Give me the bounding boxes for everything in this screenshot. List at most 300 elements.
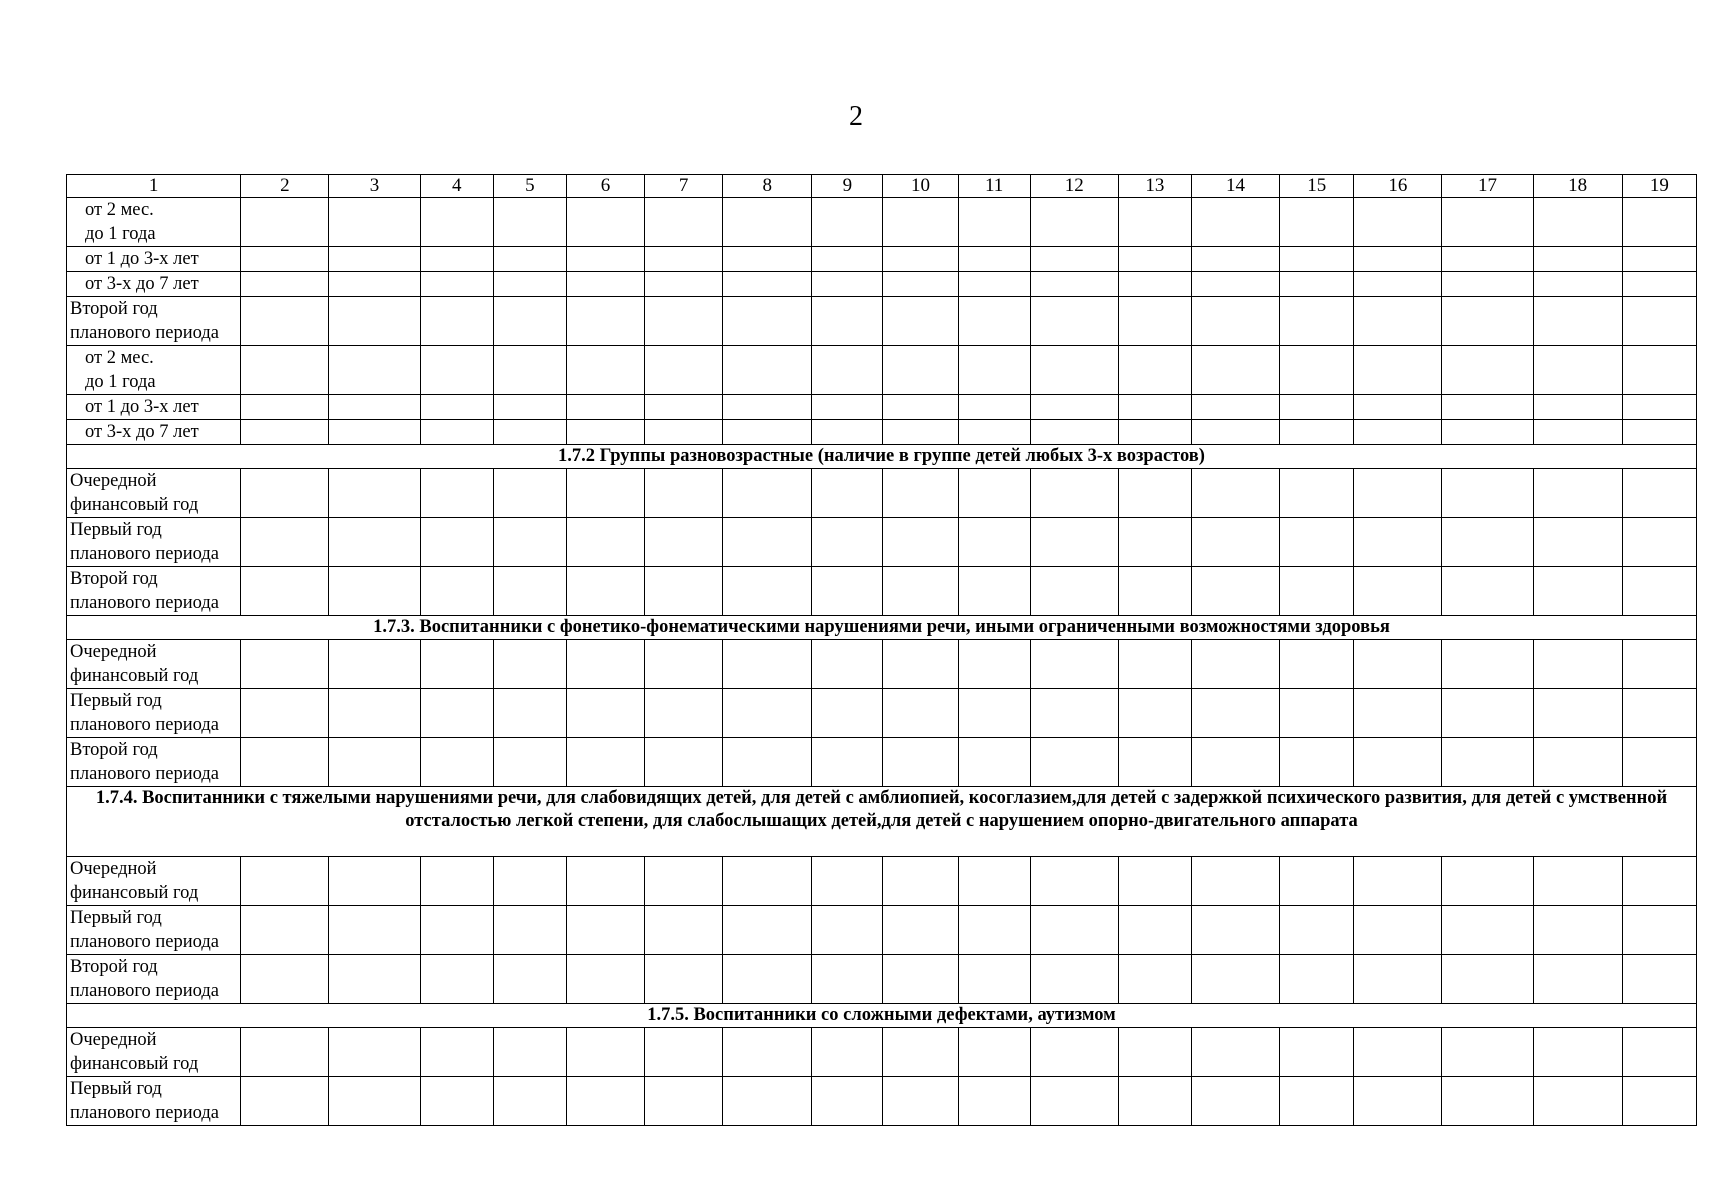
empty-cell [329,297,420,346]
empty-cell [566,857,644,906]
empty-cell [958,955,1030,1004]
empty-cell [1354,297,1442,346]
empty-cell [883,297,958,346]
empty-cell [420,395,493,420]
empty-cell [958,297,1030,346]
empty-cell [812,857,883,906]
empty-cell [1030,272,1118,297]
empty-cell [1354,518,1442,567]
empty-cell [812,689,883,738]
column-header: 3 [329,175,420,198]
row-label: от 3-х до 7 лет [67,420,241,445]
empty-cell [1622,297,1696,346]
empty-cell [1533,955,1622,1004]
empty-cell [566,272,644,297]
empty-cell [241,420,329,445]
empty-cell [1191,198,1279,247]
empty-cell [1533,198,1622,247]
empty-cell [1354,272,1442,297]
empty-cell [1442,346,1533,395]
empty-cell [241,198,329,247]
empty-cell [241,297,329,346]
empty-cell [420,1028,493,1077]
empty-cell [883,955,958,1004]
empty-cell [1533,469,1622,518]
empty-cell [883,906,958,955]
empty-cell [1622,346,1696,395]
empty-cell [1533,906,1622,955]
empty-cell [1442,247,1533,272]
empty-cell [1030,857,1118,906]
empty-cell [883,689,958,738]
row-label: Очередной финансовый год [67,1028,241,1077]
empty-cell [329,640,420,689]
empty-cell [1442,518,1533,567]
empty-cell [1118,1077,1191,1126]
empty-cell [883,272,958,297]
empty-cell [566,640,644,689]
empty-cell [1191,955,1279,1004]
empty-cell [645,247,723,272]
empty-cell [420,247,493,272]
empty-cell [329,1077,420,1126]
empty-cell [1191,518,1279,567]
empty-cell [958,738,1030,787]
empty-cell [241,689,329,738]
empty-cell [1442,198,1533,247]
empty-cell [645,198,723,247]
empty-cell [420,738,493,787]
empty-cell [723,420,812,445]
empty-cell [1622,689,1696,738]
column-header: 17 [1442,175,1533,198]
empty-cell [493,395,566,420]
row-label: от 3-х до 7 лет [67,272,241,297]
empty-cell [1354,689,1442,738]
empty-cell [812,738,883,787]
empty-cell [1030,297,1118,346]
section-heading [67,787,1697,857]
empty-cell [883,857,958,906]
empty-cell [958,906,1030,955]
empty-cell [241,857,329,906]
empty-cell [812,640,883,689]
empty-cell [493,738,566,787]
empty-cell [1354,469,1442,518]
empty-cell [645,297,723,346]
empty-cell [1354,640,1442,689]
empty-cell [1442,738,1533,787]
empty-cell [723,395,812,420]
empty-cell [1191,346,1279,395]
empty-cell [812,955,883,1004]
empty-cell [566,567,644,616]
empty-cell [1533,857,1622,906]
empty-cell [723,906,812,955]
empty-cell [241,567,329,616]
empty-cell [493,1077,566,1126]
table-row [67,1077,1697,1126]
empty-cell [883,198,958,247]
empty-cell [329,420,420,445]
empty-cell [1354,346,1442,395]
empty-cell [1030,518,1118,567]
empty-cell [812,1028,883,1077]
empty-cell [723,955,812,1004]
empty-cell [812,1077,883,1126]
empty-cell [1280,906,1354,955]
table-row [67,1028,1697,1077]
empty-cell [883,247,958,272]
empty-cell [1280,857,1354,906]
empty-cell [645,420,723,445]
column-header: 4 [420,175,493,198]
empty-cell [1118,906,1191,955]
table-row [67,395,1697,420]
empty-cell [1191,906,1279,955]
empty-cell [1118,420,1191,445]
empty-cell [1622,567,1696,616]
empty-cell [1191,297,1279,346]
empty-cell [1354,198,1442,247]
empty-cell [329,1028,420,1077]
empty-cell [958,1077,1030,1126]
empty-cell [723,567,812,616]
empty-cell [645,469,723,518]
column-numbers-row [67,175,1697,198]
row-label: от 2 мес. до 1 года [67,346,241,395]
empty-cell [329,857,420,906]
empty-cell [493,346,566,395]
empty-cell [1622,955,1696,1004]
empty-cell [1442,395,1533,420]
empty-cell [1442,420,1533,445]
empty-cell [812,518,883,567]
empty-cell [1030,395,1118,420]
empty-cell [241,469,329,518]
column-header: 10 [883,175,958,198]
empty-cell [241,640,329,689]
empty-cell [493,469,566,518]
empty-cell [241,395,329,420]
empty-cell [1354,1028,1442,1077]
empty-cell [241,1077,329,1126]
empty-cell [812,272,883,297]
empty-cell [1280,518,1354,567]
empty-cell [812,420,883,445]
empty-cell [1533,689,1622,738]
empty-cell [883,567,958,616]
empty-cell [723,297,812,346]
empty-cell [958,198,1030,247]
column-header: 7 [645,175,723,198]
empty-cell [566,247,644,272]
empty-cell [1622,738,1696,787]
section-title: 1.7.3. Воспитанники с фонетико-фонематическими нарушениями речи, иными ограниченными возможностями здоровья [67,616,1697,640]
empty-cell [883,1077,958,1126]
table-row [67,297,1697,346]
empty-cell [420,297,493,346]
empty-cell [1030,420,1118,445]
empty-cell [420,198,493,247]
empty-cell [1191,469,1279,518]
empty-cell [329,198,420,247]
empty-cell [1442,955,1533,1004]
empty-cell [958,272,1030,297]
empty-cell [723,272,812,297]
empty-cell [645,1028,723,1077]
row-label: Первый год планового периода [67,689,241,738]
empty-cell [1191,1077,1279,1126]
empty-cell [241,272,329,297]
empty-cell [493,567,566,616]
column-header: 2 [241,175,329,198]
empty-cell [420,518,493,567]
empty-cell [329,518,420,567]
empty-cell [723,640,812,689]
empty-cell [645,738,723,787]
row-label: Очередной финансовый год [67,857,241,906]
column-header: 19 [1622,175,1696,198]
empty-cell [1533,518,1622,567]
empty-cell [723,346,812,395]
empty-cell [723,198,812,247]
section-title: 1.7.5. Воспитанники со сложными дефектами, аутизмом [67,1004,1697,1028]
page-number: 2 [849,101,863,132]
data-table [66,174,1697,1126]
empty-cell [812,198,883,247]
table-row [67,272,1697,297]
column-header: 15 [1280,175,1354,198]
empty-cell [493,640,566,689]
empty-cell [329,247,420,272]
empty-cell [1030,689,1118,738]
empty-cell [329,906,420,955]
empty-cell [645,518,723,567]
empty-cell [1280,1028,1354,1077]
section-title: 1.7.2 Группы разновозрастные (наличие в группе детей любых 3-х возрастов) [67,445,1697,469]
empty-cell [420,955,493,1004]
empty-cell [883,395,958,420]
column-header: 6 [566,175,644,198]
empty-cell [645,346,723,395]
empty-cell [1280,1077,1354,1126]
empty-cell [812,346,883,395]
empty-cell [493,1028,566,1077]
empty-cell [1191,420,1279,445]
table-row [67,857,1697,906]
table-row [67,689,1697,738]
section-heading [67,616,1697,640]
empty-cell [420,689,493,738]
table-row [67,420,1697,445]
row-label: Второй год планового периода [67,297,241,346]
empty-cell [1280,955,1354,1004]
empty-cell [645,906,723,955]
empty-cell [958,346,1030,395]
empty-cell [1442,689,1533,738]
empty-cell [1354,955,1442,1004]
empty-cell [241,955,329,1004]
empty-cell [1280,738,1354,787]
empty-cell [1118,518,1191,567]
empty-cell [1354,247,1442,272]
empty-cell [1354,1077,1442,1126]
empty-cell [1118,955,1191,1004]
table-row [67,198,1697,247]
empty-cell [241,1028,329,1077]
empty-cell [1118,272,1191,297]
empty-cell [566,346,644,395]
column-header: 18 [1533,175,1622,198]
section-heading [67,445,1697,469]
empty-cell [1118,689,1191,738]
empty-cell [1030,567,1118,616]
empty-cell [1118,395,1191,420]
empty-cell [645,640,723,689]
row-label: от 1 до 3-х лет [67,247,241,272]
column-header: 11 [958,175,1030,198]
empty-cell [493,198,566,247]
empty-cell [420,1077,493,1126]
empty-cell [723,1077,812,1126]
empty-cell [1354,567,1442,616]
empty-cell [958,689,1030,738]
empty-cell [1191,247,1279,272]
row-label: Второй год планового периода [67,738,241,787]
column-header: 12 [1030,175,1118,198]
empty-cell [723,518,812,567]
table-row [67,518,1697,567]
empty-cell [958,395,1030,420]
empty-cell [645,955,723,1004]
section-title: 1.7.4. Воспитанники с тяжелыми нарушениями речи, для слабовидящих детей, для детей с амблиопией, косоглазием,для детей с задержкой психического развития, для детей с умственной отсталостью легкой степени, для слабослышащих детей,для детей с нарушением опорно-двигательного аппарата [67,787,1697,857]
empty-cell [723,1028,812,1077]
empty-cell [566,1028,644,1077]
empty-cell [1622,640,1696,689]
row-label: Первый год планового периода [67,1077,241,1126]
empty-cell [420,420,493,445]
column-header: 14 [1191,175,1279,198]
empty-cell [812,395,883,420]
empty-cell [958,857,1030,906]
empty-cell [883,346,958,395]
empty-cell [566,297,644,346]
empty-cell [1533,346,1622,395]
empty-cell [1280,297,1354,346]
empty-cell [1280,567,1354,616]
empty-cell [1442,640,1533,689]
empty-cell [958,518,1030,567]
empty-cell [1280,640,1354,689]
empty-cell [1191,272,1279,297]
empty-cell [1354,738,1442,787]
empty-cell [566,198,644,247]
empty-cell [1442,1077,1533,1126]
empty-cell [1118,738,1191,787]
empty-cell [1118,469,1191,518]
empty-cell [1533,567,1622,616]
empty-cell [241,346,329,395]
empty-cell [566,955,644,1004]
table-row [67,247,1697,272]
empty-cell [1280,272,1354,297]
empty-cell [812,247,883,272]
empty-cell [420,346,493,395]
empty-cell [812,567,883,616]
empty-cell [1622,1077,1696,1126]
table-row [67,640,1697,689]
empty-cell [812,469,883,518]
empty-cell [1533,247,1622,272]
empty-cell [420,640,493,689]
empty-cell [645,689,723,738]
row-label: Очередной финансовый год [67,469,241,518]
empty-cell [1030,1028,1118,1077]
table-row [67,469,1697,518]
empty-cell [493,297,566,346]
empty-cell [958,1028,1030,1077]
empty-cell [1191,395,1279,420]
empty-cell [1533,272,1622,297]
empty-cell [958,469,1030,518]
empty-cell [1533,738,1622,787]
empty-cell [1118,247,1191,272]
empty-cell [1191,1028,1279,1077]
empty-cell [329,469,420,518]
empty-cell [883,640,958,689]
empty-cell [958,420,1030,445]
empty-cell [420,469,493,518]
empty-cell [1622,272,1696,297]
empty-cell [1442,272,1533,297]
empty-cell [329,272,420,297]
empty-cell [645,395,723,420]
empty-cell [1030,1077,1118,1126]
empty-cell [329,567,420,616]
empty-cell [420,567,493,616]
empty-cell [1191,689,1279,738]
empty-cell [566,518,644,567]
empty-cell [1280,198,1354,247]
empty-cell [1533,420,1622,445]
empty-cell [241,906,329,955]
empty-cell [1280,469,1354,518]
empty-cell [883,738,958,787]
empty-cell [1354,395,1442,420]
empty-cell [1030,906,1118,955]
row-label: Первый год планового периода [67,518,241,567]
empty-cell [1533,297,1622,346]
column-header: 16 [1354,175,1442,198]
empty-cell [1030,247,1118,272]
column-header: 13 [1118,175,1191,198]
empty-cell [1354,906,1442,955]
empty-cell [1280,420,1354,445]
empty-cell [1442,567,1533,616]
empty-cell [1622,395,1696,420]
empty-cell [723,857,812,906]
empty-cell [566,469,644,518]
empty-cell [723,738,812,787]
empty-cell [1442,297,1533,346]
empty-cell [241,518,329,567]
empty-cell [566,395,644,420]
empty-cell [812,906,883,955]
empty-cell [493,689,566,738]
empty-cell [723,689,812,738]
empty-cell [1118,1028,1191,1077]
